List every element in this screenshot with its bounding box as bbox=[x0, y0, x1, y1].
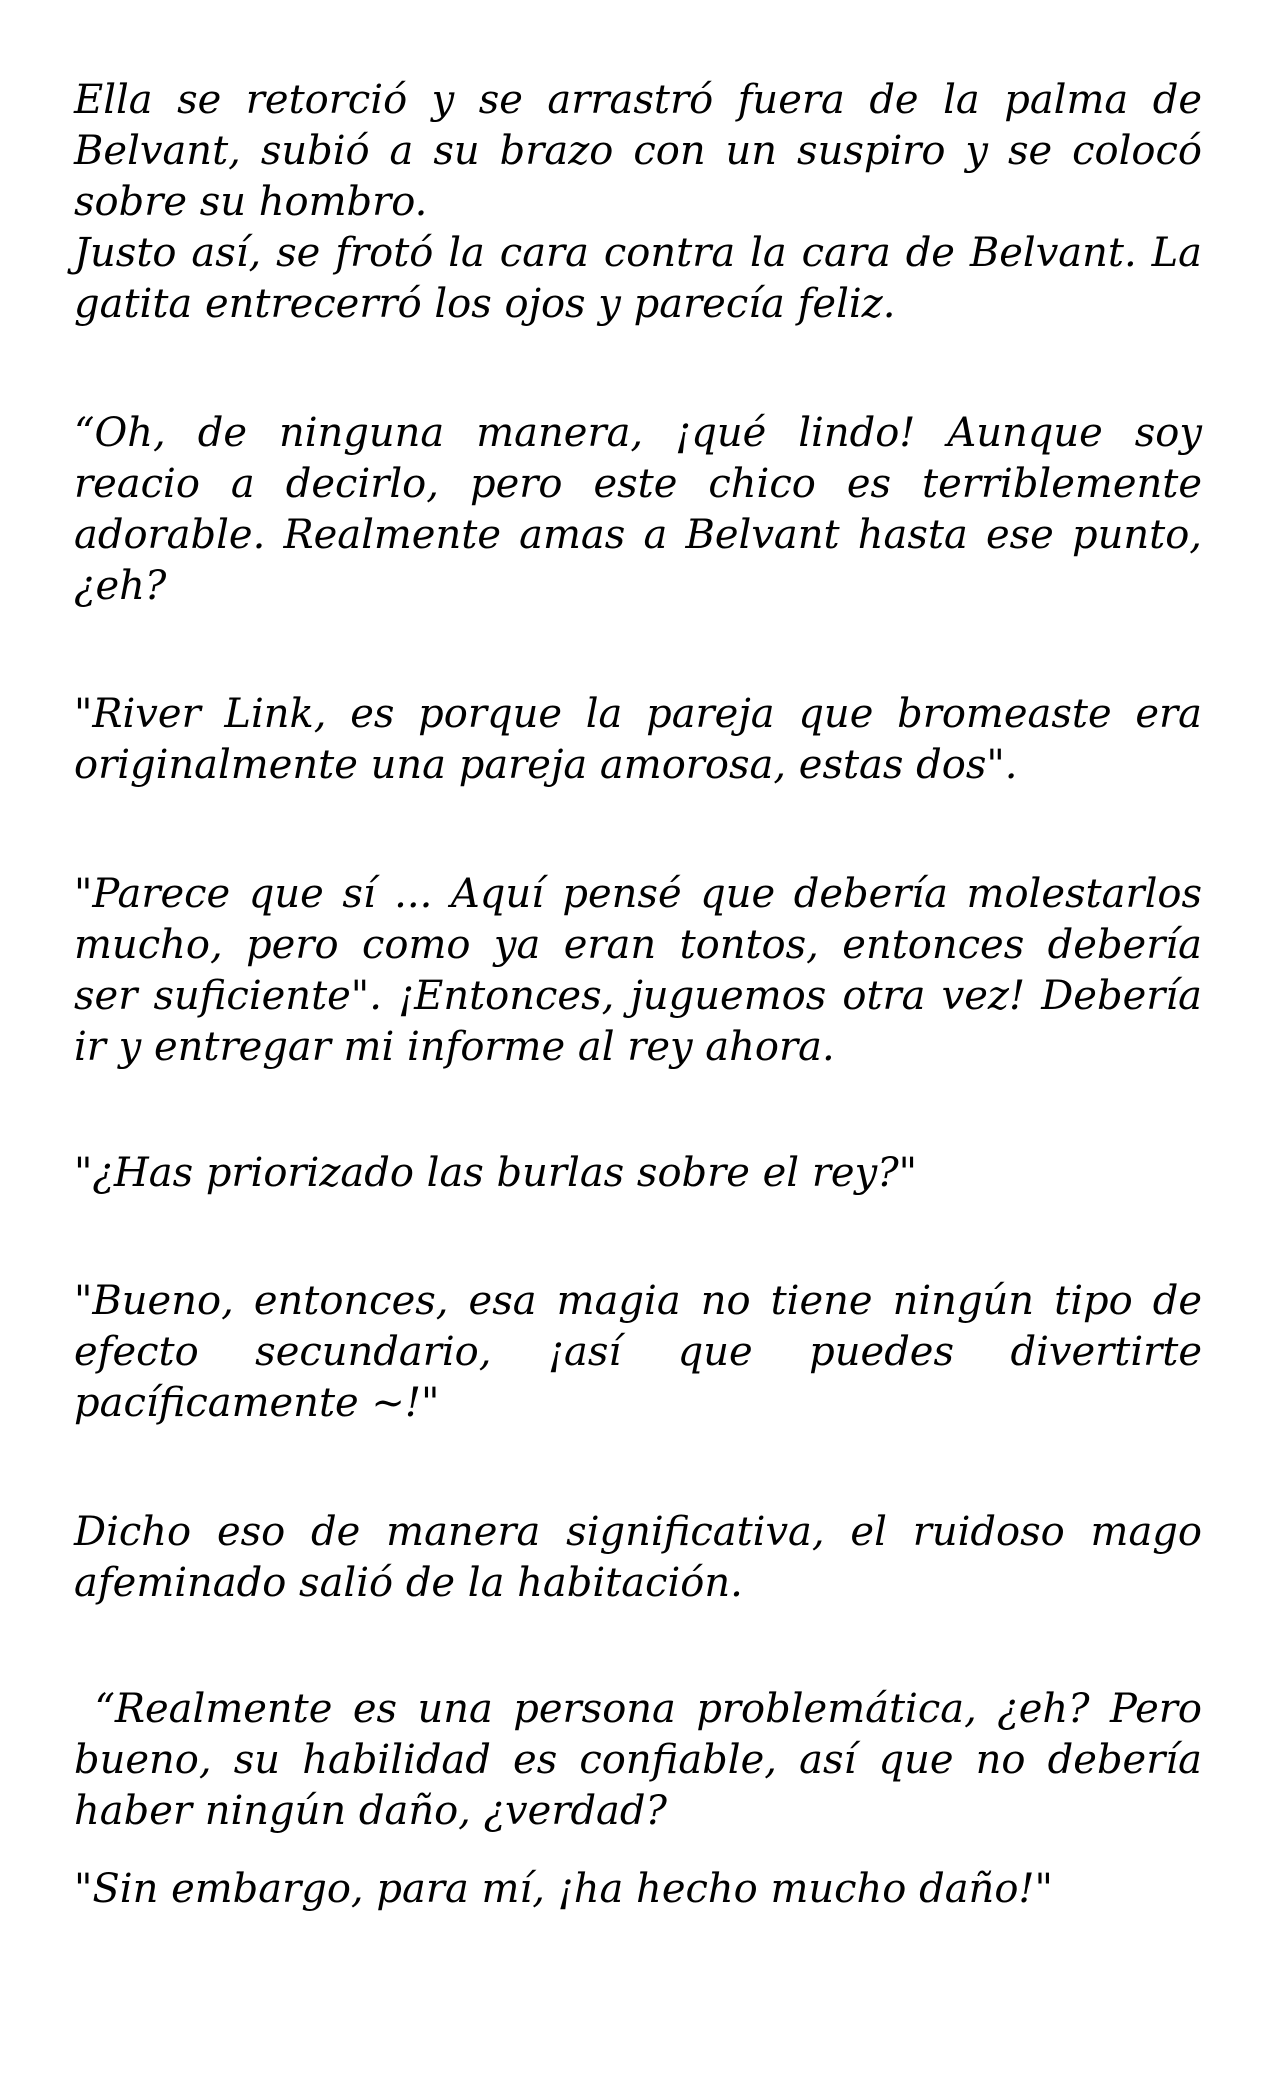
paragraph-mucho-dano: "Sin embargo, para mí, ¡ha hecho mucho daño!" bbox=[74, 1866, 1053, 1912]
paragraph-persona-problematica: “Realmente es una persona problemática, ¿eh? Pero bueno, su habilidad es confiable, así que no debería haber ningún daño, ¿verdad? bbox=[74, 1686, 1215, 1834]
paragraph-mago-afeminado: Dicho eso de manera significativa, el ruidoso mago afeminado salió de la habitación. bbox=[74, 1509, 1202, 1606]
paragraph-que-lindo: “Oh, de ninguna manera, ¡qué lindo! Aunque soy reacio a decirlo, pero este chico es terriblemente adorable. Realmente amas a Belvant hasta ese punto, ¿eh? bbox=[74, 410, 1202, 609]
paragraph-parece-que-si: "Parece que sí ... Aquí pensé que debería molestarlos mucho, pero como ya eran tontos, entonces debería ser suficiente". ¡Entonces, juguemos otra vez! Debería ir y entregar mi informe al rey ahora. bbox=[74, 871, 1202, 1070]
paragraph-magia-efecto: "Bueno, entonces, esa magia no tiene ningún tipo de efecto secundario, ¡así que puedes divertirte pacíficamente ~!" bbox=[74, 1278, 1202, 1426]
paragraph-burlas-rey: "¿Has priorizado las burlas sobre el rey?" bbox=[74, 1150, 918, 1196]
paragraph-belvant-palm: Ella se retorció y se arrastró fuera de la palma de Belvant, subió a su brazo con un suspiro y se colocó sobre su hombro. Justo así, se frotó la cara contra la cara de Belvant. La gatita entrecerró los ojos y parecía feliz. bbox=[74, 77, 1202, 327]
paragraph-river-link: "River Link, es porque la pareja que bromeaste era originalmente una pareja amorosa, estas dos". bbox=[74, 691, 1202, 788]
